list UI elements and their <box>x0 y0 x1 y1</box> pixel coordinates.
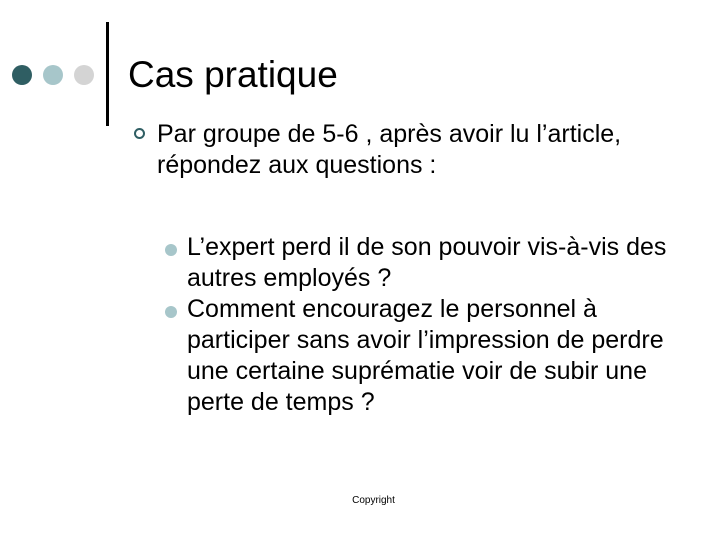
slide-title: Cas pratique <box>128 54 338 95</box>
main-bullet-text: Par groupe de 5-6 , après avoir lu l’article, répondez aux questions : <box>157 120 622 179</box>
footer-copyright: Copyright <box>352 495 395 506</box>
title-divider-line <box>106 22 109 126</box>
hollow-circle-bullet-icon <box>134 128 145 139</box>
sub-bullet-item <box>165 294 675 418</box>
decorative-dot-gray <box>74 65 94 85</box>
filled-circle-bullet-icon <box>165 306 177 318</box>
filled-circle-bullet-icon <box>165 244 177 256</box>
sub-bullet-text: L’expert perd il de son pouvoir vis-à-vis des autres employés ? <box>187 233 667 292</box>
sub-bullet-text: Comment encouragez le personnel à participer sans avoir l’impression de perdre une certaine suprématie voir de subir une perte de temps ? <box>187 295 664 416</box>
sub-bullet-list <box>165 232 675 418</box>
decorative-dot-light <box>43 65 63 85</box>
sub-bullet-item <box>165 232 675 294</box>
decorative-dot-dark <box>12 65 32 85</box>
